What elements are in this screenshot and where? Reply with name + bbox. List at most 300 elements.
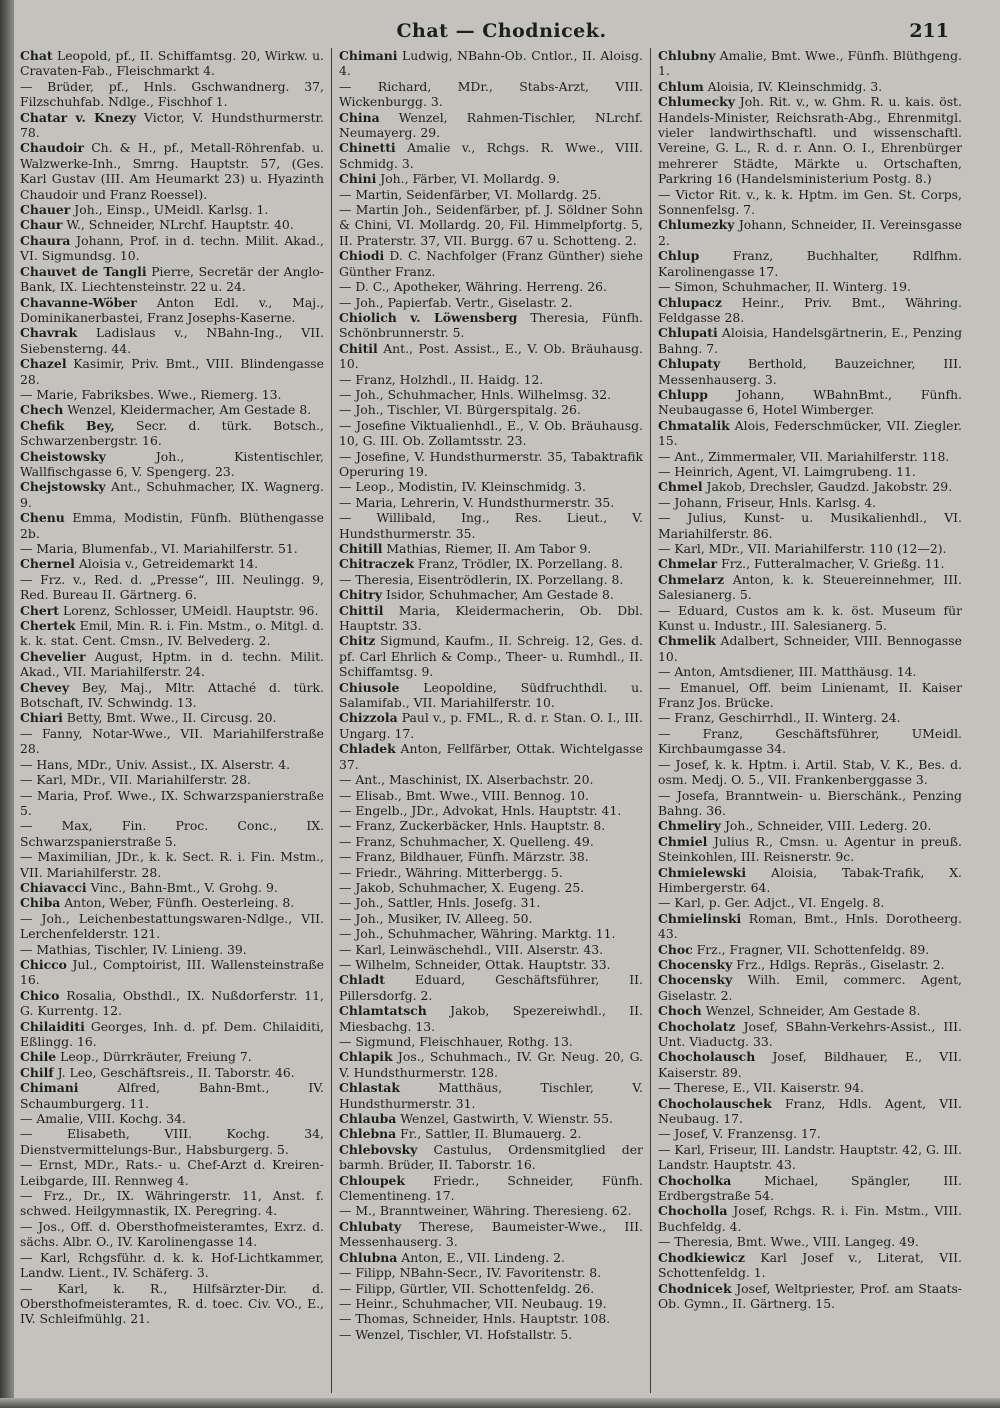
entry-name: — Maria, — [339, 494, 397, 510]
entry-details: Victor, V. Hundsthurmerstr. 78. — [20, 109, 324, 141]
directory-entry — [20, 772, 324, 787]
page-bottom-shadow — [0, 1398, 1000, 1408]
entry-name: — Heinrich, — [658, 463, 734, 479]
entry-name: — Elisabeth, — [20, 1126, 130, 1142]
entry-details: Frz., Futteralmacher, V. Grießg. 11. — [721, 556, 945, 572]
entry-details: Johann, Schneider, II. Vereinsgasse 2. — [658, 217, 962, 248]
entry-name: — Jos., — [20, 1218, 65, 1234]
directory-entry — [339, 187, 643, 202]
entry-name: — Fanny, — [20, 725, 83, 741]
entry-name: Chmielewski — [658, 864, 747, 880]
entry-name: — Franz, — [658, 725, 744, 741]
entry-details: Emil, Min. R. i. Fin. Mstm., o. Mitgl. d. k. k. stat. Cent. Cmsn., IV. Belvederg. 2. — [20, 618, 324, 649]
directory-entry — [658, 1003, 962, 1018]
entry-details: Adalbert, Schneider, VIII. Bennogasse 10. — [658, 633, 962, 664]
directory-entry — [658, 187, 962, 218]
entry-name: — Franz, — [339, 818, 396, 834]
directory-entry — [20, 572, 324, 603]
entry-name: — Ant., — [339, 772, 386, 788]
entry-details: Lehrerin, V. Hundsthurmerstr. 35. — [400, 494, 615, 510]
entry-name: Chitill — [339, 541, 383, 556]
directory-entry — [20, 233, 324, 264]
entry-details: Jos., Schuhmach., IV. Gr. Neug. 20, G. V. Hundsthurmerstr. 128. — [339, 1049, 643, 1080]
directory-entry — [20, 1219, 324, 1250]
directory-entry — [20, 79, 324, 110]
column-3 — [654, 48, 966, 1393]
entry-name: Chizzola — [339, 710, 398, 726]
directory-entry — [20, 556, 324, 571]
entry-name: — Filipp, — [339, 1280, 396, 1296]
entry-name: Chiusole — [339, 679, 400, 695]
entry-name: Chlumezky — [658, 217, 735, 233]
directory-entry — [20, 757, 324, 772]
directory-entry — [20, 325, 324, 356]
entry-name: Chitz — [339, 633, 376, 649]
directory-entry — [339, 1173, 643, 1204]
directory-entry — [658, 710, 962, 725]
entry-details: MDr., VII. Mariahilferstr. 110 (12—2). — [708, 541, 947, 556]
entry-details: Josef, SBahn-Verkehrs-Assist., III. Unt. Viaductg. 33. — [658, 1018, 962, 1049]
entry-name: Chmeliry — [658, 818, 722, 834]
directory-entry — [339, 202, 643, 248]
entry-name: — Frz. — [20, 571, 66, 587]
directory-entry — [339, 818, 643, 833]
entry-details: Ladislaus v., NBahn-Ing., VII. Siebensterng. 44. — [20, 325, 324, 356]
entry-details: Frz., Fragner, VII. Schottenfeldg. 89. — [696, 941, 930, 957]
directory-entry — [339, 788, 643, 803]
entry-name: — Josefine, — [339, 448, 410, 464]
entry-name: — D. C., — [339, 279, 390, 295]
directory-entry — [339, 387, 643, 402]
entry-name: — Hans, — [20, 756, 73, 772]
directory-entry — [339, 633, 643, 679]
entry-details: MDr., Stabs-Arzt, VIII. Wickenburgg. 3. — [339, 78, 643, 110]
entry-details: Jul., Comptoirist, III. Wallensteinstraße 16. — [20, 956, 324, 988]
entry-name: Chaura — [20, 232, 71, 248]
entry-details: Geschirrhdl., II. Winterg. 24. — [718, 710, 901, 726]
directory-entry — [658, 495, 962, 510]
entry-details: August, Hptm. in d. techn. Milit. Akad., VII. Mariahilferstr. 24. — [20, 648, 324, 680]
entry-name: Chloupek — [339, 1172, 405, 1188]
entry-name: — Josefine — [339, 417, 406, 433]
directory-entry — [339, 741, 643, 772]
entry-name: Chile — [20, 1049, 57, 1065]
directory-entry — [339, 710, 643, 741]
entry-details: Geschäftsführer, UMeidl. Kirchbaumgasse 34. — [658, 725, 962, 757]
entry-details: Tischler, VI. Bürgerspitalg. 26. — [387, 402, 581, 418]
directory-entry — [339, 248, 643, 279]
entry-details: Joh. Rit. v., w. Ghm. R. u. kais. öst. Handels-Minister, Reichsrath-Abg., Ehrenmitgl. vieler landwirthschaftl. und wissenschaftl. Vereine, G. L., R. d. r. Ann. O. I., Ehrenbürger mehrerer Städte, Märkte u. Ortschaften, Parkring 16 (Handelsministerium Postg. 8.) — [658, 94, 962, 187]
entry-details: Kunst- u. Musikalienhdl., VI. Mariahilferstr. 86. — [658, 510, 962, 541]
entry-details: Bmt. Wwe., VIII. Bennog. 10. — [405, 787, 589, 803]
directory-entry — [658, 248, 962, 279]
entry-details: Wenzel, Gastwirth, V. Wienstr. 55. — [400, 1111, 613, 1127]
directory-entry — [339, 680, 643, 711]
directory-entry — [339, 572, 643, 587]
entry-details: Modistin, IV. Kleinschmidg. 3. — [398, 479, 586, 495]
directory-entry — [339, 1296, 643, 1311]
entry-name: — Maria, — [20, 541, 78, 556]
directory-entry — [20, 710, 324, 725]
entry-name: Chinetti — [339, 140, 396, 156]
entry-details: Branntwein- u. Bierschänk., Penzing Bahng. 36. — [658, 787, 962, 818]
entry-details: Georges, Inh. d. pf. Dem. Chilaiditi, Eßlingg. 16. — [20, 1018, 324, 1049]
entry-name: Chevelier — [20, 648, 86, 664]
entry-name: Chitraczek — [339, 556, 414, 572]
entry-name: Chladt — [339, 972, 385, 988]
entry-name: — Jakob, — [339, 879, 395, 895]
directory-entry — [658, 664, 962, 679]
directory-entry — [20, 880, 324, 895]
entry-details: Schuhmacher, Währing. Marktg. 11. — [387, 926, 616, 942]
entry-name: — Amalie, — [20, 1111, 84, 1127]
directory-entry — [339, 865, 643, 880]
directory-entry — [20, 818, 324, 849]
entry-details: Fabriksbes. Wwe., Riemerg. 13. — [81, 386, 282, 402]
directory-entry — [20, 603, 324, 618]
directory-entry — [339, 1327, 643, 1342]
entry-details: Leopold, pf., II. Schiffamtsg. 20, Wirkw. u. Cravaten-Fab., Fleischmarkt 4. — [20, 48, 324, 79]
entry-name: Chocholatz — [658, 1018, 736, 1034]
entry-details: Schneider, Ottak. Hauptstr. 33. — [414, 956, 611, 972]
entry-name: — Sigmund, — [339, 1034, 416, 1049]
entry-details: Franz, Trödler, IX. Porzellang. 8. — [417, 556, 624, 572]
entry-name: Chlupaty — [658, 356, 721, 372]
directory-entry — [339, 171, 643, 186]
running-head: Chat — Chodnicek. — [396, 20, 607, 42]
entry-name: — Theresia, — [658, 1234, 733, 1250]
entry-details: Ant., Post. Assist., E., V. Ob. Bräuhausg. 10. — [339, 340, 643, 372]
entry-details: Viktualienhdl., E., V. Ob. Bräuhausg. 10, G. III. Ob. Zollamtsstr. 23. — [339, 417, 643, 449]
entry-details: Josef, Rchgs. R. i. Fin. Mstm., VIII. Buchfeldg. 4. — [658, 1203, 962, 1234]
directory-entry — [658, 217, 962, 248]
entry-details: k. R., Hilfsärzter-Dir. d. Obersthofmeisteramtes, R. d. toec. Civ. VO., E., IV. Schleifmühlg. 21. — [20, 1280, 324, 1327]
entry-details: Frz., Hdlgs. Repräs., Giselastr. 2. — [736, 956, 945, 972]
entry-name: Chocholausch — [658, 1049, 756, 1065]
page-edge-shadow — [0, 0, 14, 1408]
entry-name: Cheistowsky — [20, 448, 106, 464]
directory-entry — [658, 279, 962, 294]
directory-entry — [339, 972, 643, 1003]
entry-details: Eisentrödlerin, IX. Porzellang. 8. — [417, 571, 624, 587]
directory-entry — [658, 1080, 962, 1095]
directory-entry — [339, 587, 643, 602]
directory-entry — [20, 680, 324, 711]
entry-details: Josef, Weltpriester, Prof. am Staats-Ob. Gymn., II. Gärtnerg. 15. — [658, 1280, 962, 1311]
directory-entry — [339, 341, 643, 372]
directory-entry — [20, 911, 324, 942]
entry-details: JDr., k. k. Sect. R. i. Fin. Mstm., VII. Mariahilferstr. 28. — [20, 849, 324, 880]
entry-details: Schneider, Hnls. Hauptstr. 108. — [412, 1311, 611, 1327]
entry-name: Chlebna — [339, 1126, 397, 1142]
directory-entry — [339, 495, 643, 510]
entry-details: Alfred, Bahn-Bmt., IV. Schaumburgerg. 11. — [20, 1080, 324, 1111]
directory-entry — [339, 48, 643, 79]
entry-details: Gürtler, VII. Schottenfeldg. 26. — [399, 1280, 595, 1296]
directory-entry — [339, 510, 643, 541]
entry-details: Holzhdl., II. Haidg. 12. — [399, 371, 544, 387]
entry-name: Chmiel — [658, 833, 708, 849]
directory-entry — [20, 295, 324, 326]
directory-entry — [339, 942, 643, 957]
directory-entry — [20, 1019, 324, 1050]
entry-name: — Franz, — [339, 849, 396, 865]
entry-name: Chocholka — [658, 1172, 732, 1188]
entry-name: — Maria, — [20, 787, 79, 803]
entry-name: Chlubna — [339, 1249, 398, 1265]
entry-details: Aloisia, Handelsgärtnerin, E., Penzing Bahng. 7. — [658, 325, 962, 356]
directory-entry — [339, 895, 643, 910]
directory-entry — [20, 202, 324, 217]
directory-entry — [658, 418, 962, 449]
entry-name: — Heinr., — [339, 1295, 398, 1311]
entry-details: Aloisia, Tabak-Trafik, X. Himbergerstr. 64. — [658, 864, 962, 895]
directory-entry — [20, 957, 324, 988]
directory-entry — [339, 803, 643, 818]
entry-name: — Wenzel, — [339, 1326, 405, 1342]
directory-entry — [658, 1250, 962, 1281]
entry-name: Chernel — [20, 556, 75, 572]
entry-details: k. k. Hptm. i. Artil. Stab, V. K., Bes. d. osm. Medj. O. 5., VII. Frankenberggasse 3. — [658, 756, 963, 788]
entry-name: Chlapik — [339, 1049, 393, 1065]
directory-entry — [658, 479, 962, 494]
directory-entry — [658, 757, 962, 788]
entry-details: Amtsdiener, III. Matthäusg. 14. — [719, 664, 917, 680]
directory-entry — [20, 1281, 324, 1327]
entry-details: Friedr., Schneider, Fünfh. Clementineng. 17. — [339, 1172, 643, 1204]
directory-entry — [339, 1111, 643, 1126]
entry-details: Währing. Mitterbergg. 5. — [405, 864, 563, 880]
directory-entry — [658, 818, 962, 833]
entry-details: Leopoldine, Südfruchthdl. u. Salamifab., VII. Mariahilferstr. 10. — [339, 679, 643, 711]
entry-name: Chocholla — [658, 1203, 728, 1219]
entry-details: Heinr., Priv. Bmt., Währing. Feldgasse 28. — [658, 294, 962, 325]
directory-entry — [20, 264, 324, 295]
entry-name: Chlastak — [339, 1080, 400, 1096]
entry-name: — Max, — [20, 818, 93, 834]
entry-details: Joh., Seidenfärber, pf. J. Söldner Sohn & Chini, VI. Mollardg. 20, Fil. Himmelpfortg. 5, II. Praterstr. 37, VII. Burgg. 67 u. Schotteng. 2. — [339, 202, 643, 248]
directory-entry — [20, 449, 324, 480]
column-rule — [650, 48, 651, 1393]
directory-entry — [658, 541, 962, 556]
entry-details: Ant., Schuhmacher, IX. Wagnerg. 9. — [20, 479, 324, 510]
directory-entry — [20, 1049, 324, 1064]
directory-entry — [20, 1111, 324, 1126]
entry-details: Castulus, Ordensmitglied der barmh. Brüder, II. Taborstr. 16. — [339, 1141, 643, 1173]
entry-name: Chavanne-Wöber — [20, 294, 137, 310]
entry-name: Chladek — [339, 741, 396, 757]
directory-entry — [20, 510, 324, 541]
directory-entry — [339, 140, 643, 171]
entry-name: — Joh., — [339, 895, 384, 911]
directory-entry — [20, 387, 324, 402]
entry-details: Sigmund, Kaufm., II. Schreig. 12, Ges. d. pf. Carl Ehrlich & Comp., Theer- u. Rumhdl., II. Schiffamtsg. 9. — [339, 633, 643, 680]
entry-details: Berthold, Bauzeichner, III. Messenhauserg. 3. — [658, 356, 962, 387]
entry-details: Anton, Weber, Fünfh. Oesterleing. 8. — [64, 895, 295, 911]
entry-name: Chevey — [20, 679, 70, 695]
entry-name: Chauer — [20, 202, 71, 218]
entry-name: Chlum — [658, 78, 704, 94]
entry-name: Chmelarz — [658, 571, 725, 587]
directory-entry — [339, 926, 643, 941]
entry-details: V. Franzensg. 17. — [712, 1126, 821, 1142]
directory-entry — [658, 603, 962, 634]
entry-name: Chat — [20, 48, 53, 63]
entry-details: Anton Edl. v., Maj., Dominikanerbastei, Franz Josephs-Kaserne. — [20, 294, 324, 325]
entry-name: Chatar v. Knezy — [20, 109, 137, 125]
entry-details: Pierre, Secretär der Anglo-Bank, IX. Liechtensteinstr. 22 u. 24. — [20, 263, 324, 295]
entry-name: Chocensky — [658, 972, 733, 988]
directory-entry — [339, 295, 643, 310]
entry-name: — Joh., — [339, 910, 384, 926]
entry-name: Chlumecky — [658, 94, 735, 110]
entry-name: Chlubaty — [339, 1218, 402, 1234]
directory-entry — [658, 957, 962, 972]
entry-details: Wenzel, Schneider, Am Gestade 8. — [705, 1003, 921, 1019]
entry-name: Chavrak — [20, 325, 78, 341]
entry-name: Chocensky — [658, 956, 733, 972]
entry-details: Amalie v., Rchgs. R. Wwe., VIII. Schmidg. 3. — [339, 140, 643, 171]
entry-name: — Joh., — [20, 910, 70, 926]
entry-name: — Karl, — [20, 772, 67, 788]
entry-details: Maria, Kleidermacherin, Ob. Dbl. Hauptstr. 33. — [339, 602, 643, 634]
directory-entry — [339, 1203, 643, 1218]
entry-details: Papierfab. Vertr., Giselastr. 2. — [387, 294, 573, 310]
entry-name: Chlupati — [658, 325, 718, 341]
column-rule — [331, 48, 332, 1393]
entry-name: Chauvet de Tangli — [20, 263, 147, 279]
directory-entry — [339, 849, 643, 864]
entry-name: Chimani — [20, 1080, 79, 1096]
entry-name: — Josefa, — [658, 787, 719, 803]
entry-name: Chlamtatsch — [339, 1003, 427, 1019]
directory-entry — [20, 1188, 324, 1219]
entry-details: Schuhmacher, Hnls. Wilhelmsg. 32. — [387, 386, 612, 402]
entry-details: JDr., Advokat, Hnls. Hauptstr. 41. — [411, 802, 622, 818]
directory-entry — [20, 110, 324, 141]
entry-details: Leop., Dürrkräuter, Freiung 7. — [60, 1049, 252, 1065]
entry-details: Zuckerbäcker, Hnls. Hauptstr. 8. — [399, 818, 606, 834]
entry-name: Chazel — [20, 356, 67, 372]
entry-details: Maschinist, IX. Alserbachstr. 20. — [389, 772, 594, 788]
directory-entry — [339, 1142, 643, 1173]
directory-entry — [20, 1126, 324, 1157]
directory-entry — [658, 1173, 962, 1204]
entry-name: — Thomas, — [339, 1311, 409, 1327]
entry-details: Ing., Res. Lieut., V. Hundsthurmerstr. 35. — [339, 510, 643, 541]
entry-name: Chaudoir — [20, 140, 85, 156]
entry-name: Chilaiditi — [20, 1018, 85, 1034]
entry-name: Chertek — [20, 618, 76, 634]
entry-name: — Martin — [339, 202, 399, 218]
entry-name: — Karl, — [20, 1280, 89, 1296]
directory-entry — [658, 834, 962, 865]
entry-name: Chilf — [20, 1064, 54, 1080]
entry-name: Chmelik — [658, 633, 716, 649]
directory-entry — [20, 649, 324, 680]
entry-name: — Willibald, — [339, 510, 436, 526]
entry-name: Chicco — [20, 956, 67, 972]
entry-name: Chlup — [658, 248, 700, 264]
entry-details: J. Leo, Geschäftsreis., II. Taborstr. 46. — [57, 1064, 295, 1080]
entry-details: Rosalia, Obsthdl., IX. Nußdorferstr. 11, G. Kurrentg. 12. — [20, 987, 324, 1019]
entry-details: Dr., IX. Währingerstr. 11, Anst. f. schwed. Heilgymnastik, IX. Peregring. 4. — [20, 1188, 324, 1219]
entry-name: — Josef, — [658, 756, 710, 772]
entry-details: NBahn-Secr., IV. Favoritenstr. 8. — [399, 1265, 602, 1281]
entry-name: Chini — [339, 171, 377, 187]
entry-name: — Friedr., — [339, 864, 402, 880]
directory-entry — [658, 680, 962, 711]
entry-name: — Richard, — [339, 78, 432, 94]
entry-details: Aloisia v., Getreidemarkt 14. — [78, 556, 259, 572]
entry-name: — Johann, — [658, 494, 723, 510]
directory-entry — [658, 79, 962, 94]
entry-details: Fr., Sattler, II. Blumauerg. 2. — [400, 1126, 582, 1142]
entry-name: Chiavacci — [20, 879, 87, 895]
entry-details: Prof. Wwe., IX. Schwarzspanierstraße 5. — [20, 787, 324, 818]
entry-details: Tischler, IV. Linieng. 39. — [94, 941, 247, 957]
entry-name: — Franz, — [339, 833, 396, 849]
entry-name: Chaur — [20, 217, 63, 233]
entry-name: — Filipp, — [339, 1265, 396, 1281]
entry-name: — Victor — [658, 186, 714, 202]
entry-details: Wenzel, Rahmen-Tischler, NLrchf. Neumayerg. 29. — [339, 109, 643, 141]
entry-name: — M., — [339, 1203, 376, 1219]
directory-entry — [339, 1080, 643, 1111]
directory-entry — [20, 402, 324, 417]
entry-details: Josef, Bildhauer, E., VII. Kaiserstr. 89. — [658, 1049, 962, 1080]
directory-entry — [658, 1234, 962, 1249]
directory-entry — [20, 356, 324, 387]
directory-entry — [658, 1281, 962, 1312]
directory-entry — [658, 356, 962, 387]
directory-entry — [20, 988, 324, 1019]
entry-details: Off. d. Obersthofmeisteramtes, Exrz. d. sächs. Albr. O., IV. Karolinengasse 14. — [20, 1218, 324, 1250]
entry-name: — Karl, — [20, 1249, 71, 1265]
directory-entry — [339, 911, 643, 926]
directory-entry — [20, 726, 324, 757]
directory-entry — [339, 402, 643, 417]
entry-details: Michael, Spängler, III. Erdbergstraße 54. — [658, 1172, 962, 1204]
entry-details: Friseur, III. Landstr. Hauptstr. 42, G. III. Landstr. Hauptstr. 43. — [658, 1141, 962, 1173]
entry-name: — Karl, — [339, 941, 386, 957]
entry-details: Roman, Bmt., Hnls. Dorotheerg. 43. — [658, 910, 962, 942]
directory-entry — [339, 310, 643, 341]
entry-details: Jakob, Spezereiwhdl., II. Miesbachg. 13. — [339, 1003, 643, 1034]
entry-name: Chitil — [339, 340, 378, 356]
entry-details: Zimmermaler, VII. Mariahilferstr. 118. — [708, 448, 950, 464]
entry-details: Branntweiner, Währing. Theresieng. 62. — [379, 1203, 632, 1219]
entry-name: — Ernst, — [20, 1157, 78, 1173]
entry-details: Off. beim Linienamt, II. Kaiser Franz Jos. Brücke. — [658, 679, 962, 711]
entry-details: Johann, Prof. in d. techn. Milit. Akad., VI. Sigmundsg. 10. — [20, 232, 324, 264]
entry-name: — Joh., — [339, 926, 384, 942]
entry-name: — Karl, — [658, 1141, 705, 1157]
directory-entry — [658, 295, 962, 326]
entry-details: Schuhmacher, X. Eugeng. 25. — [398, 879, 585, 895]
entry-details: Alois, Federschmücker, VII. Ziegler. 15. — [658, 417, 962, 449]
entry-name: — Leop., — [339, 479, 395, 495]
entry-details: Amalie, Bmt. Wwe., Fünfh. Blüthgeng. 1. — [658, 48, 962, 79]
entry-details: Franz, Hdls. Agent, VII. Neubaug. 17. — [658, 1095, 962, 1127]
directory-entry — [658, 48, 962, 79]
entry-details: Sattler, Hnls. Josefg. 31. — [387, 895, 541, 911]
entry-name: — Karl, — [658, 541, 705, 556]
directory-entry — [20, 788, 324, 819]
entry-details: Agent, VI. Laimgrubeng. 11. — [737, 463, 916, 479]
directory-entry — [658, 1203, 962, 1234]
entry-details: Notar-Wwe., VII. Mariahilferstraße 28. — [20, 725, 324, 757]
